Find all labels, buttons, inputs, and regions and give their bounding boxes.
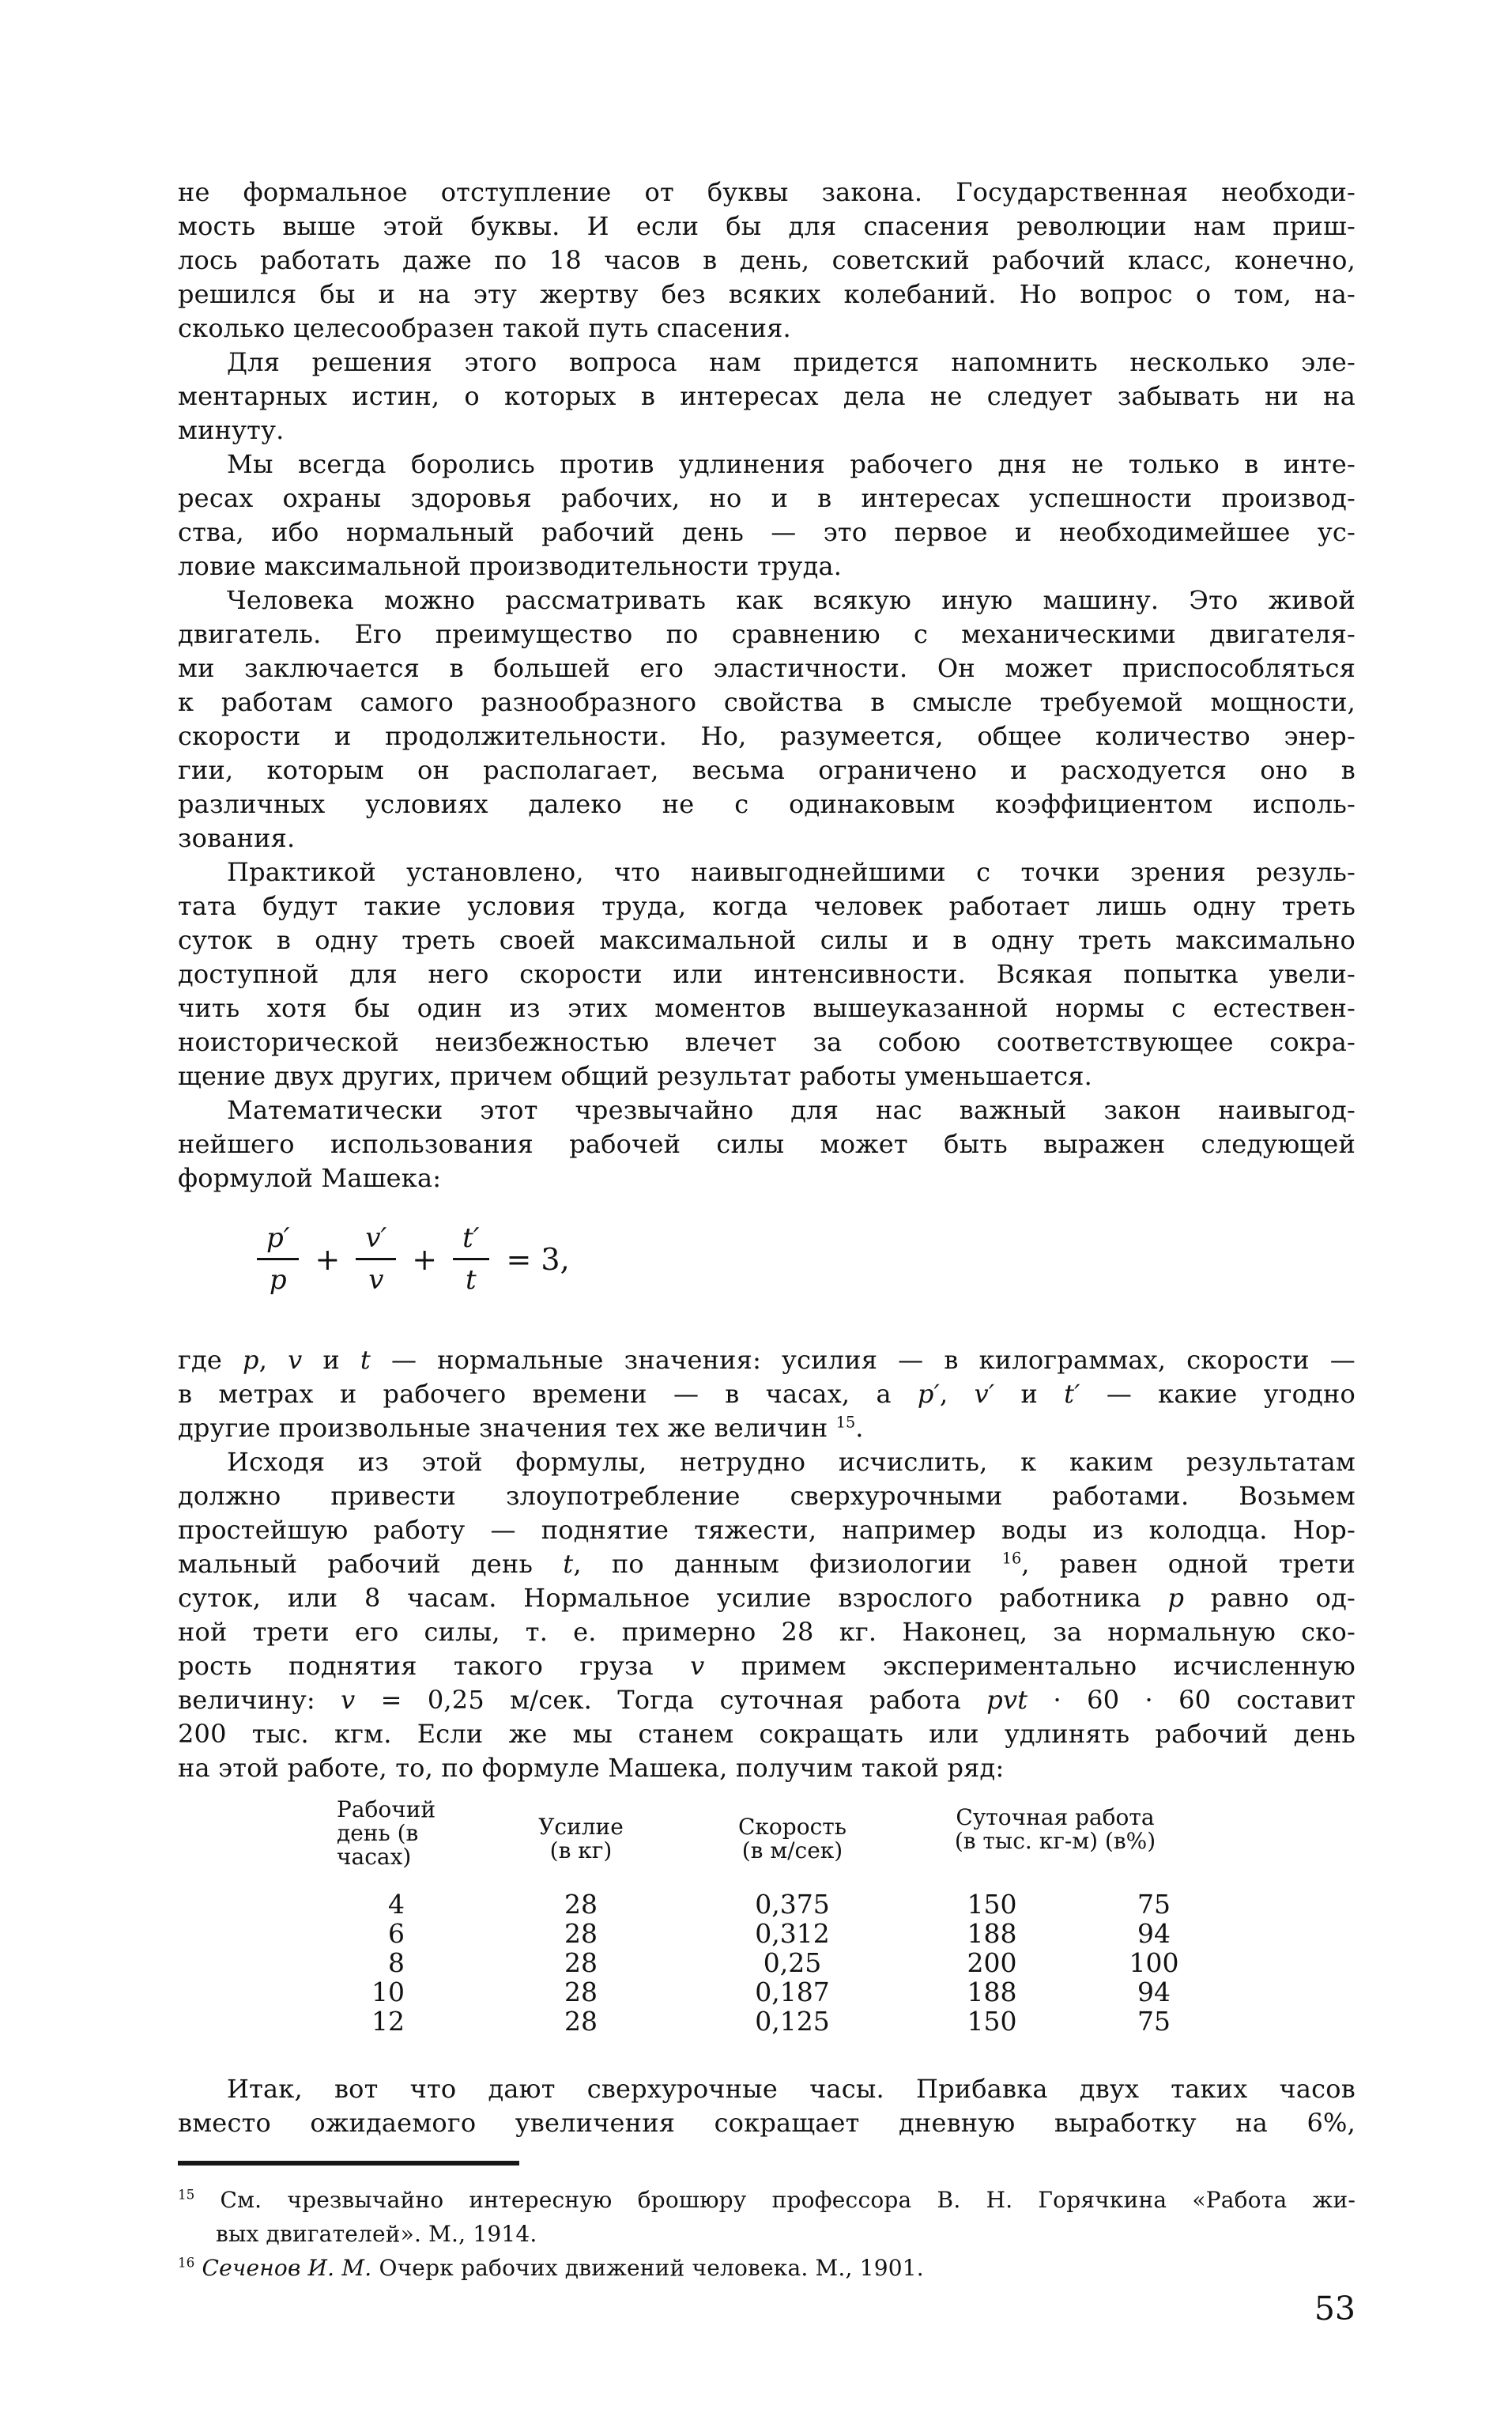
body-paragraphs-before-formula [178,176,1356,1195]
table-cell: 75 [1137,1889,1171,1920]
text-line: мость выше этой буквы. И если бы для спасения революции нам приш- [178,211,1356,241]
table-cell: 6 [388,1918,405,1949]
paragraph [178,1093,1356,1195]
text-line: лось работать даже по 18 часов в день, советский рабочий класс, конечно, [178,245,1356,275]
table-cell: 0,187 [755,1977,830,2007]
text-line: 200 тыс. кгм. Если же мы станем сокращать или удлинять рабочий день [178,1719,1356,1749]
paragraph [178,1343,1356,1445]
table-header-line: день (в [337,1820,419,1846]
footnote-separator [178,2161,519,2166]
text-line: ной трети его силы, т. е. примерно 28 кг. Наконец, за нормальную ско- [178,1617,1356,1647]
paragraph [178,447,1356,583]
page-number: 53 [1314,2290,1356,2328]
text-line: не формальное отступление от буквы закона. Государственная необходи- [178,177,1356,207]
text-line: суток в одну треть своей максимальной силы и в одну треть максимально [178,925,1356,955]
table-header-line: (в тыс. кг-м) (в%) [954,1828,1156,1854]
table-cell: 0,25 [763,1947,822,1978]
text-line: Итак, вот что дают сверхурочные часы. Прибавка двух таких часов [227,2074,1356,2104]
text-line: доступной для него скорости или интенсивности. Всякая попытка увели- [178,959,1356,989]
table-cell: 200 [967,1947,1017,1978]
work-output-table [337,1798,1356,2036]
table-cell: 28 [564,1918,598,1949]
table-cell: 94 [1137,1977,1171,2007]
table-cell: 28 [564,2006,598,2037]
fraction-t-numerator: t′ [453,1222,488,1260]
table-cell: 100 [1129,1947,1179,1978]
body-paragraphs-after-formula [178,1343,1356,1785]
table-header-line: Скорость [738,1814,846,1840]
text-line: гии, которым он располагает, весьма ограничено и расходуется оно в [178,755,1356,785]
table-cell: 28 [564,1889,598,1920]
text-line: двигатель. Его преимущество по сравнению с механическими двигателя- [178,619,1356,649]
text-line: на этой работе, то, по формуле Машека, получим такой ряд: [178,1753,1005,1783]
table-column-header [451,1798,711,1869]
paragraph [178,176,1356,346]
fraction-t [453,1222,488,1296]
table-cell: 0,312 [755,1918,830,1949]
table-column-header [337,1798,451,1869]
plus-sign: + [315,1241,341,1277]
table-cell: 4 [388,1889,405,1920]
table-cell: 0,125 [755,2006,830,2037]
text-line: тата будут такие условия труда, когда человек работает лишь одну треть [178,891,1356,921]
paragraph [178,2072,1356,2140]
table-cell: 28 [564,1947,598,1978]
text-line: различных условиях далеко не с одинаковым коэффициентом исполь- [178,789,1356,819]
paragraph [178,583,1356,855]
table-column-header [873,1798,1197,1869]
table-cell: 94 [1137,1918,1171,1949]
text-line: чить хотя бы один из этих моментов вышеуказанной нормы с естествен- [178,993,1356,1023]
table-cell: 188 [967,1918,1017,1949]
table-cell: 150 [967,1889,1017,1920]
text-line: ноисторической неизбежностью влечет за собою соответствующее сокра- [178,1027,1356,1057]
table-header-line: (в кг) [549,1837,613,1863]
plus-sign: + [412,1241,438,1277]
text-line: сколько целесообразен такой путь спасения. [178,313,791,343]
footnote [178,2183,1356,2251]
text-line: вместо ожидаемого увеличения сокращает дневную выработку на 6%, [178,2108,1356,2138]
table-header-line: часах) [337,1844,412,1870]
footnote-line: $^{15}$ См. чрезвычайно интересную брошюру профессора В. Н. Горячкина «Работа жи- [178,2186,1356,2213]
table-header-line: Усилие [538,1814,624,1840]
text-line: величину: v = 0,25 м/сек. Тогда суточная работа pvt · 60 · 60 составит [178,1685,1356,1715]
text-line: должно привести злоупотребление сверхурочными работами. Возьмем [178,1481,1356,1511]
text-line: мальный рабочий день t, по данным физиологии $^{16}$, равен одной трети [178,1549,1356,1579]
formula-result: = 3, [506,1241,570,1277]
text-line: ловие максимальной производительности труда. [178,551,843,581]
text-line: в метрах и рабочего времени — в часах, а p′, v′ и t′ — какие угодно [178,1379,1356,1409]
paragraph [178,855,1356,1093]
text-line: ментарных истин, о которых в интересах дела не следует забывать ни на [178,381,1356,411]
table-cell: 28 [564,1977,598,2007]
table-header-line: Суточная работа [956,1804,1155,1830]
text-line: Человека можно рассматривать как всякую иную машину. Это живой [227,585,1356,615]
text-line: где p, v и t — нормальные значения: усилия — в килограммах, скорости — [178,1345,1356,1375]
text-line: к работам самого разнообразного свойства в смысле требуемой мощности, [178,687,1356,717]
text-line: щение двух других, причем общий результат работы уменьшается. [178,1061,1093,1091]
table-cell: 188 [967,1977,1017,2007]
table-cell: 12 [371,2006,405,2037]
fraction-v-numerator: v′ [356,1222,396,1260]
text-line: суток, или 8 часам. Нормальное усилие взрослого работника p равно од- [178,1583,1356,1613]
paragraph [178,346,1356,447]
text-line: формулой Машека: [178,1163,442,1193]
text-line: другие произвольные значения тех же величин $^{15}$. [178,1413,864,1443]
mashek-formula [254,1222,1356,1296]
footnote-line: вых двигателей». М., 1914. [216,2221,537,2247]
text-line: решился бы и на эту жертву без всяких колебаний. Но вопрос о том, на- [178,279,1356,309]
text-line: Для решения этого вопроса нам придется напомнить несколько эле- [227,347,1356,377]
text-line: скорости и продолжительности. Но, разумеется, общее количество энер- [178,721,1356,751]
text-line: Математически этот чрезвычайно для нас важный закон наивыгод- [227,1095,1356,1125]
text-column [178,176,1356,2285]
table-cell: 8 [388,1947,405,1978]
text-line: ресах охраны здоровья рабочих, но и в интересах успешности производ- [178,483,1356,513]
table-cell: 10 [371,1977,405,2007]
text-line: простейшую работу — поднятие тяжести, например воды из колодца. Нор- [178,1515,1356,1545]
text-line: Исходя из этой формулы, нетрудно исчислить, к каким результатам [227,1447,1356,1477]
text-line: минуту. [178,415,285,445]
fraction-v-denominator: v [368,1264,384,1296]
text-line: зования. [178,823,296,853]
text-line: ства, ибо нормальный рабочий день — это первое и необходимейшее ус- [178,517,1356,547]
table-column-header [711,1798,873,1869]
fraction-t-denominator: t [465,1264,477,1296]
fraction-p-numerator: p′ [257,1222,299,1260]
table-cell: 75 [1137,2006,1171,2037]
footnote-line: $^{16}$ Сеченов И. М. Очерк рабочих движений человека. М., 1901. [178,2254,924,2281]
text-line: нейшего использования рабочей силы может быть выражен следующей [178,1129,1356,1159]
text-line: Практикой установлено, что наивыгоднейшими с точки зрения резуль- [227,857,1356,887]
text-line: рость поднятия такого груза v примем экспериментально исчисленную [178,1651,1356,1681]
table-cell: 0,375 [755,1889,830,1920]
fraction-p [257,1222,299,1296]
table-header-line: Рабочий [337,1796,436,1822]
text-line: ми заключается в большей его эластичности. Он может приспособляться [178,653,1356,683]
footnote [178,2251,1356,2285]
footnotes [178,2183,1356,2285]
fraction-p-denominator: p [269,1264,287,1296]
body-paragraphs-after-table [178,2072,1356,2140]
table-cell: 150 [967,2006,1017,2037]
fraction-v [356,1222,396,1296]
text-line: Мы всегда боролись против удлинения рабочего дня не только в инте- [227,449,1356,479]
paragraph [178,1445,1356,1785]
table-header-line: (в м/сек) [741,1837,843,1863]
